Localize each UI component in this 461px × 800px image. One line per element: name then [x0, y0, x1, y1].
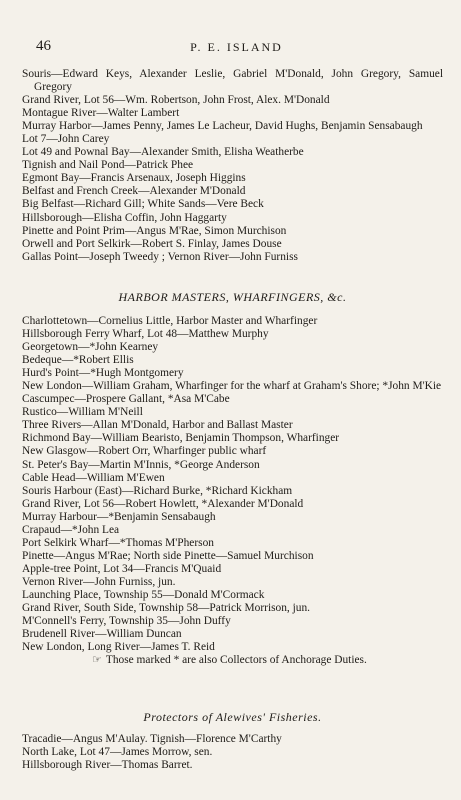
- list-item: Gallas Point—Joseph Tweedy ; Vernon River—John Furniss: [22, 250, 298, 263]
- list-item: Hurd's Point—*Hugh Montgomery: [22, 367, 184, 380]
- list-item: Hillsborough Ferry Wharf, Lot 48—Matthew Murphy: [22, 328, 269, 341]
- list-item: North Lake, Lot 47—James Morrow, sen.: [22, 746, 213, 759]
- list-item: Grand River, Lot 56—Robert Howlett, *Alexander M'Donald: [22, 497, 304, 510]
- list-item: Pinette—Angus M'Rae; North side Pinette—Samuel Murchison: [22, 549, 314, 562]
- list-item: M'Connell's Ferry, Township 35—John Duffy: [22, 615, 231, 628]
- list-item: Pinette and Point Prim—Angus M'Rae, Simon Murchison: [22, 224, 287, 237]
- footnote-text: Those marked * are also Collectors of Anchorage Duties.: [105, 654, 367, 667]
- running-title: P. E. ISLAND: [190, 40, 283, 54]
- list-item: Crapaud—*John Lea: [22, 523, 120, 536]
- list-item: Big Belfast—Richard Gill; White Sands—Vere Beck: [22, 198, 264, 211]
- list-item: Apple-tree Point, Lot 34—Francis M'Quaid: [22, 562, 222, 575]
- list-item: Cable Head—William M'Ewen: [22, 471, 165, 484]
- list-item: Launching Place, Township 55—Donald M'Cormack: [22, 588, 265, 601]
- list-item: Murray Harbor—James Penny, James Le Lacheur, David Hughs, Benjamin Sensabaugh: [22, 120, 423, 133]
- section-commissioners: [22, 68, 443, 264]
- page-number: 46: [36, 38, 51, 54]
- list-item: New Glasgow—Robert Orr, Wharfinger public wharf: [22, 445, 267, 458]
- list-item: Georgetown—*John Kearney: [22, 341, 159, 354]
- list-item: Brudenell River—William Duncan: [22, 628, 182, 641]
- list-item: Port Selkirk Wharf—*Thomas M'Pherson: [22, 536, 214, 549]
- list-item: Bedeque—*Robert Ellis: [22, 354, 134, 367]
- list-item: Rustico—William M'Neill: [22, 406, 143, 419]
- list-item: Tracadie—Angus M'Aulay. Tignish—Florence M'Carthy: [22, 733, 282, 745]
- list-item: New London—William Graham, Wharfinger for the wharf at Graham's Shore; *John M'Kie: [22, 380, 442, 393]
- list-item: Grand River, South Side, Township 58—Patrick Morrison, jun.: [22, 602, 311, 615]
- pointing-hand-icon: ☞: [92, 654, 102, 667]
- list-item: New London, Long River—James T. Reid: [22, 641, 215, 654]
- list-item: Murray Harbour—*Benjamin Sensabaugh: [22, 510, 216, 523]
- list-item: Charlottetown—Cornelius Little, Harbor Master and Wharfinger: [22, 315, 318, 327]
- list-item: St. Peter's Bay—Martin M'Innis, *George Anderson: [22, 458, 260, 471]
- list-item: Lot 7—John Carey: [22, 133, 110, 146]
- list-item: Egmont Bay—Francis Arsenaux, Joseph Higgins: [22, 172, 246, 185]
- list-item: Grand River, Lot 56—Wm. Robertson, John Frost, Alex. M'Donald: [22, 94, 330, 107]
- list-item: Hillsborough—Elisha Coffin, John Haggarty: [22, 211, 227, 224]
- list-item: Montague River—Walter Lambert: [22, 107, 180, 120]
- section-heading: Protectors of Alewives' Fisheries.: [143, 710, 322, 724]
- page-header: [36, 38, 437, 58]
- list-item: Orwell and Port Selkirk—Robert S. Finlay, James Douse: [22, 237, 282, 250]
- list-item: Souris Harbour (East)—Richard Burke, *Richard Kickham: [22, 484, 293, 497]
- footnote: [22, 654, 443, 667]
- list-item: Belfast and French Creek—Alexander M'Donald: [22, 185, 246, 198]
- list-item: Cascumpec—Prospere Gallant, *Asa M'Cabe: [22, 393, 230, 406]
- list-item: Richmond Bay—William Bearisto, Benjamin Thompson, Wharfinger: [22, 432, 340, 445]
- list-item: Vernon River—John Furniss, jun.: [22, 575, 176, 588]
- list-item: Three Rivers—Allan M'Donald, Harbor and Ballast Master: [22, 419, 293, 432]
- section-alewives-protectors: [22, 710, 443, 772]
- section-heading: HARBOR MASTERS, WHARFINGERS, &c.: [118, 290, 347, 304]
- list-item: Hillsborough River—Thomas Barret.: [22, 759, 193, 772]
- list-item: Lot 49 and Pownal Bay—Alexander Smith, Elisha Weatherbe: [22, 146, 304, 159]
- list-item: Souris—Edward Keys, Alexander Leslie, Gabriel M'Donald, John Gregory, Samuel Gregory: [22, 68, 443, 94]
- section-harbor-masters: [22, 290, 443, 667]
- list-item: Tignish and Nail Pond—Patrick Phee: [22, 159, 194, 172]
